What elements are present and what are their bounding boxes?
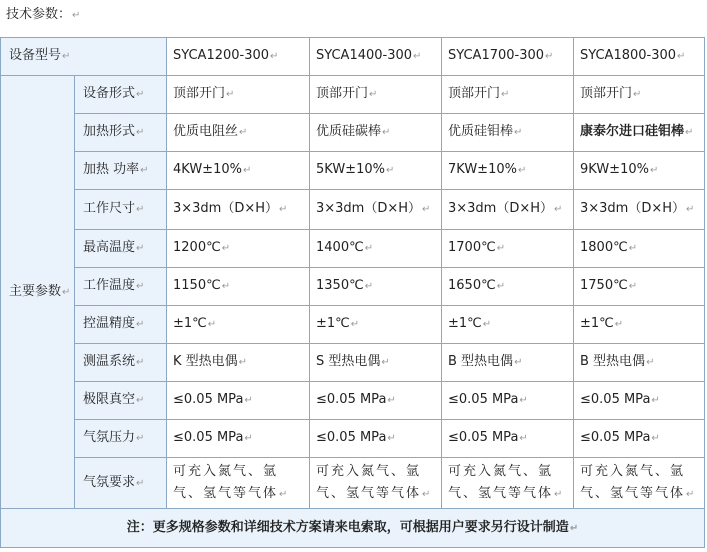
param-value: 5KW±10%: [316, 162, 385, 177]
paragraph-mark: ↵: [221, 243, 231, 254]
param-value-cell: [167, 152, 310, 190]
param-label: 气氛压力: [83, 430, 136, 445]
paragraph-mark: ↵: [136, 89, 145, 100]
param-value: 顶部开门: [580, 86, 633, 101]
param-label-cell: [75, 382, 167, 420]
paragraph-mark: ↵: [136, 433, 145, 444]
param-value-cell: [442, 382, 574, 420]
param-value-cell: [574, 76, 705, 114]
note-text: 注：更多规格参数和详细技术方案请来电索取，可根据用户要求另行设计制造: [126, 519, 569, 535]
paragraph-mark: ↵: [646, 357, 655, 368]
param-value: ±1℃: [448, 316, 482, 331]
param-value-cell: [442, 268, 574, 306]
param-value: 1150℃: [173, 278, 221, 293]
param-value: ±1℃: [316, 316, 350, 331]
param-value-cell: [442, 458, 574, 509]
param-label: 加热形式: [83, 124, 136, 139]
param-value: ≤0.05 MPa: [173, 430, 244, 445]
param-value-cell: [442, 114, 574, 152]
param-value: ≤0.05 MPa: [316, 430, 387, 445]
spec-row: [1, 152, 705, 190]
param-value: 1400℃: [316, 240, 364, 255]
param-value: 1650℃: [448, 278, 496, 293]
param-value-cell: [310, 382, 442, 420]
param-label: 设备形式: [83, 86, 136, 101]
spec-row: [1, 76, 705, 114]
param-value: ≤0.05 MPa: [173, 392, 244, 407]
model-header-cell: [1, 38, 167, 76]
paragraph-mark: ↵: [413, 51, 422, 62]
param-value-cell: [310, 230, 442, 268]
param-value-cell: [442, 190, 574, 230]
paragraph-mark: ↵: [136, 319, 145, 330]
param-value-cell: [442, 152, 574, 190]
section-title-text: 技术参数：: [6, 7, 72, 22]
paragraph-mark: ↵: [62, 286, 71, 298]
param-value-cell: [574, 114, 705, 152]
param-label-cell: [75, 306, 167, 344]
param-value: 1750℃: [580, 278, 628, 293]
param-value-cell: [442, 306, 574, 344]
model-name: SYCA1700-300: [448, 48, 545, 63]
spec-row: [1, 344, 705, 382]
paragraph-mark: ↵: [554, 489, 563, 500]
paragraph-mark: ↵: [649, 165, 659, 176]
param-label-cell: [75, 344, 167, 382]
param-value: 7KW±10%: [448, 162, 517, 177]
param-value: 9KW±10%: [580, 162, 649, 177]
param-value-cell: [442, 344, 574, 382]
param-value-cell: [442, 230, 574, 268]
param-value-cell: [574, 458, 705, 509]
note-row: [1, 509, 705, 548]
param-value-cell: [310, 76, 442, 114]
paragraph-mark: ↵: [545, 51, 554, 62]
paragraph-mark: ↵: [519, 433, 528, 444]
param-value: 优质硅钼棒: [448, 124, 514, 139]
model-cell: [310, 38, 442, 76]
param-value: S 型热电偶: [316, 354, 381, 369]
param-value: 3×3dm（D×H）: [316, 201, 422, 216]
paragraph-mark: ↵: [628, 281, 638, 292]
paragraph-mark: ↵: [501, 89, 510, 100]
param-label: 工作温度: [83, 278, 136, 293]
param-value-cell: [574, 152, 705, 190]
param-label-cell: [75, 420, 167, 458]
param-value-cell: [167, 230, 310, 268]
param-value: 顶部开门: [173, 86, 226, 101]
spec-row: [1, 190, 705, 230]
param-value: 可充入氮气、氩气、氢气等气体: [580, 464, 686, 501]
param-value: 康泰尔进口硅钼棒: [580, 124, 685, 139]
paragraph-mark: ↵: [238, 357, 248, 368]
param-value-cell: [310, 458, 442, 509]
param-value-cell: [167, 420, 310, 458]
paragraph-mark: ↵: [496, 243, 506, 254]
param-label: 最高温度: [83, 240, 136, 255]
param-value: ±1℃: [173, 316, 207, 331]
header-row: [1, 38, 705, 76]
param-value-cell: [310, 306, 442, 344]
param-value-cell: [574, 306, 705, 344]
param-value-cell: [310, 152, 442, 190]
param-value: ≤0.05 MPa: [448, 430, 519, 445]
note-cell: [1, 509, 705, 548]
model-cell: [442, 38, 574, 76]
param-value-cell: [310, 268, 442, 306]
model-name: SYCA1200-300: [173, 48, 270, 63]
spec-row: [1, 420, 705, 458]
param-value: 顶部开门: [316, 86, 369, 101]
paragraph-mark: ↵: [514, 357, 523, 368]
param-value-cell: [574, 344, 705, 382]
paragraph-mark: ↵: [387, 395, 396, 406]
param-value-cell: [442, 76, 574, 114]
param-label: 工作尺寸: [83, 201, 136, 216]
paragraph-mark: ↵: [422, 204, 431, 215]
param-value-cell: [574, 268, 705, 306]
paragraph-mark: ↵: [279, 489, 288, 500]
paragraph-mark: ↵: [422, 489, 431, 500]
paragraph-mark: ↵: [242, 165, 252, 176]
paragraph-mark: ↵: [517, 165, 527, 176]
param-value-cell: [310, 190, 442, 230]
param-value: 3×3dm（D×H）: [448, 201, 554, 216]
paragraph-mark: ↵: [136, 357, 145, 368]
param-label: 控温精度: [83, 316, 136, 331]
param-value-cell: [310, 114, 442, 152]
param-value-cell: [574, 230, 705, 268]
model-name: SYCA1400-300: [316, 48, 413, 63]
param-value: ≤0.05 MPa: [448, 392, 519, 407]
paragraph-mark: ↵: [651, 433, 660, 444]
paragraph-mark: ↵: [270, 51, 279, 62]
paragraph-mark: ↵: [614, 319, 624, 330]
paragraph-mark: ↵: [350, 319, 360, 330]
paragraph-mark: ↵: [628, 243, 638, 254]
param-value: 1700℃: [448, 240, 496, 255]
param-value-cell: [167, 190, 310, 230]
param-value: 顶部开门: [448, 86, 501, 101]
paragraph-mark: ↵: [686, 489, 695, 500]
paragraph-mark: ↵: [651, 395, 660, 406]
paragraph-mark: ↵: [686, 204, 695, 215]
paragraph-mark: ↵: [369, 89, 378, 100]
param-value-cell: [442, 420, 574, 458]
param-value: ≤0.05 MPa: [580, 392, 651, 407]
param-value: ±1℃: [580, 316, 614, 331]
param-value-cell: [167, 344, 310, 382]
param-value: B 型热电偶: [580, 354, 646, 369]
param-value-cell: [574, 420, 705, 458]
param-value: 可充入氮气、氩气、氢气等气体: [316, 464, 422, 501]
paragraph-mark: ↵: [221, 281, 231, 292]
paragraph-mark: ↵: [136, 281, 145, 292]
spec-table: [0, 37, 705, 548]
param-label-cell: [75, 190, 167, 230]
paragraph-mark: ↵: [136, 243, 145, 254]
param-value: 可充入氮气、氩气、氢气等气体: [173, 464, 279, 501]
spec-row: [1, 306, 705, 344]
param-label: 测温系统: [83, 354, 136, 369]
param-value-cell: [167, 114, 310, 152]
paragraph-mark: ↵: [140, 165, 149, 176]
param-label-cell: [75, 458, 167, 509]
param-value: 优质硅碳棒: [316, 124, 382, 139]
paragraph-mark: ↵: [279, 204, 288, 215]
paragraph-mark: ↵: [226, 89, 235, 100]
param-value-cell: [574, 382, 705, 420]
spec-row: [1, 382, 705, 420]
param-value: 4KW±10%: [173, 162, 242, 177]
spec-row: [1, 230, 705, 268]
param-label: 加热 功率: [83, 162, 140, 177]
paragraph-mark: ↵: [136, 477, 145, 489]
paragraph-mark: ↵: [633, 89, 642, 100]
param-value: 1200℃: [173, 240, 221, 255]
paragraph-mark: ↵: [364, 243, 374, 254]
paragraph-mark: ↵: [685, 127, 694, 138]
param-label: 极限真空: [83, 392, 136, 407]
param-value: 优质电阻丝: [173, 124, 239, 139]
paragraph-mark: ↵: [387, 433, 396, 444]
model-header-label: 设备型号: [9, 48, 62, 63]
param-value: ≤0.05 MPa: [316, 392, 387, 407]
param-value-cell: [310, 344, 442, 382]
param-value: ≤0.05 MPa: [580, 430, 651, 445]
param-label-cell: [75, 152, 167, 190]
param-value: 1350℃: [316, 278, 364, 293]
paragraph-mark: ↵: [381, 357, 390, 368]
param-value-cell: [167, 458, 310, 509]
paragraph-mark: ↵: [677, 51, 686, 62]
param-label-cell: [75, 230, 167, 268]
paragraph-mark: ↵: [496, 281, 506, 292]
paragraph-mark: ↵: [514, 127, 523, 138]
paragraph-mark: ↵: [519, 395, 528, 406]
paragraph-mark: ↵: [136, 204, 145, 215]
param-value-cell: [167, 268, 310, 306]
group-label: 主要参数: [9, 283, 62, 299]
group-label-cell: [1, 76, 75, 509]
paragraph-mark: ↵: [72, 10, 81, 21]
spec-row: [1, 114, 705, 152]
paragraph-mark: ↵: [569, 522, 579, 534]
paragraph-mark: ↵: [207, 319, 217, 330]
model-cell: [574, 38, 705, 76]
model-cell: [167, 38, 310, 76]
spec-row: [1, 268, 705, 306]
param-value: 3×3dm（D×H）: [173, 201, 279, 216]
param-value: 可充入氮气、氩气、氢气等气体: [448, 464, 554, 501]
paragraph-mark: ↵: [136, 127, 145, 138]
param-value: K 型热电偶: [173, 354, 238, 369]
param-value-cell: [574, 190, 705, 230]
paragraph-mark: ↵: [382, 127, 391, 138]
param-value-cell: [167, 76, 310, 114]
param-value-cell: [310, 420, 442, 458]
paragraph-mark: ↵: [239, 127, 248, 138]
param-label-cell: [75, 114, 167, 152]
paragraph-mark: ↵: [482, 319, 492, 330]
section-title: [6, 3, 80, 22]
paragraph-mark: ↵: [136, 395, 145, 406]
param-value-cell: [167, 382, 310, 420]
model-name: SYCA1800-300: [580, 48, 677, 63]
paragraph-mark: ↵: [364, 281, 374, 292]
paragraph-mark: ↵: [244, 395, 253, 406]
paragraph-mark: ↵: [62, 51, 71, 62]
param-value: B 型热电偶: [448, 354, 514, 369]
param-label: 气氛要求: [83, 474, 136, 490]
param-value: 1800℃: [580, 240, 628, 255]
param-value: 3×3dm（D×H）: [580, 201, 686, 216]
paragraph-mark: ↵: [554, 204, 563, 215]
paragraph-mark: ↵: [244, 433, 253, 444]
param-label-cell: [75, 268, 167, 306]
paragraph-mark: ↵: [385, 165, 395, 176]
param-label-cell: [75, 76, 167, 114]
spec-row: [1, 458, 705, 509]
param-value-cell: [167, 306, 310, 344]
